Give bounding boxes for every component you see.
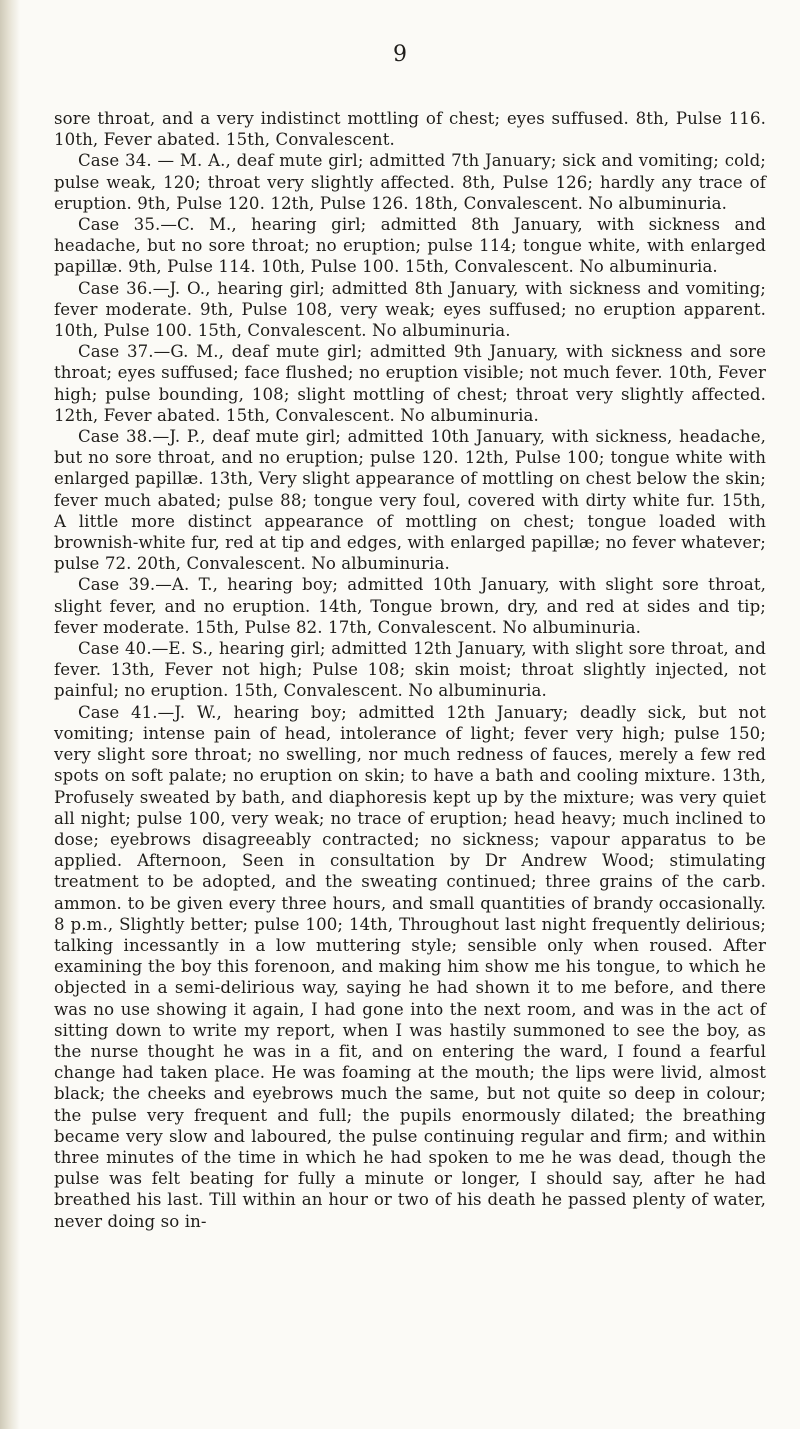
paragraph-case-35: Case 35.—C. M., hearing girl; admitted 8th January, with sickness and headache, but no sore throat; no eruption; pulse 114; tongue white, with enlarged papillæ. 9th, Pulse 114. 10th, Pulse 100. 15th, Convalescent. No albuminuria.: [54, 215, 766, 277]
paragraph-case-38: Case 38.—J. P., deaf mute girl; admitted 10th January, with sickness, headache, but no sore throat, and no eruption; pulse 120. 12th, Pulse 100; tongue white with enlarged papillæ. 13th, Very slight appearance of mottling on chest below the skin; fever much abated; pulse 88; tongue very foul, covered with dirty white fur. 15th, A little more distinct appearance of mottling on chest; tongue loaded with brownish-white fur, red at tip and edges, with enlarged papillæ; no fever whatever; pulse 72. 20th, Convalescent. No albuminuria.: [54, 427, 766, 574]
paragraph-case-40: Case 40.—E. S., hearing girl; admitted 12th January, with slight sore throat, and fever. 13th, Fever not high; Pulse 108; skin moist; throat slightly injected, not painful; no eruption. 15th, Convalescent. No albuminuria.: [54, 639, 766, 701]
binding-edge: [0, 0, 20, 1429]
body-text: [54, 108, 766, 1232]
paragraph-continuation: sore throat, and a very indistinct mottling of chest; eyes suffused. 8th, Pulse 116. 10th, Fever abated. 15th, Convalescent.: [54, 109, 766, 150]
page-number: 9: [393, 42, 407, 67]
paragraph-case-34: Case 34. — M. A., deaf mute girl; admitted 7th January; sick and vomiting; cold; pulse weak, 120; throat very slightly affected. 8th, Pulse 126; hardly any trace of eruption. 9th, Pulse 120. 12th, Pulse 126. 18th, Convalescent. No albuminuria.: [54, 151, 766, 213]
paragraph-case-39: Case 39.—A. T., hearing boy; admitted 10th January, with slight sore throat, slight fever, and no eruption. 14th, Tongue brown, dry, and red at sides and tip; fever moderate. 15th, Pulse 82. 17th, Convalescent. No albuminuria.: [54, 575, 766, 637]
paragraph-case-37: Case 37.—G. M., deaf mute girl; admitted 9th January, with sickness and sore throat; eyes suffused; face flushed; no eruption visible; not much fever. 10th, Fever high; pulse bounding, 108; slight mottling of chest; throat very slightly affected. 12th, Fever abated. 15th, Convalescent. No albuminuria.: [54, 342, 766, 425]
paragraph-case-41: Case 41.—J. W., hearing boy; admitted 12th January; deadly sick, but not vomiting; intense pain of head, intolerance of light; fever very high; pulse 150; very slight sore throat; no swelling, nor much redness of fauces, merely a few red spots on soft palate; no eruption on skin; to have a bath and cooling mixture. 13th, Profusely sweated by bath, and diaphoresis kept up by the mixture; was very quiet all night; pulse 100, very weak; no trace of eruption; head heavy; much inclined to dose; eyebrows disagreeably contracted; no sickness; vapour apparatus to be applied. Afternoon, Seen in consultation by Dr Andrew Wood; stimulating treatment to be adopted, and the sweating continued; three grains of the carb. ammon. to be given every three hours, and small quantities of brandy occasionally. 8 p.m., Slightly better; pulse 100; 14th, Throughout last night frequently delirious; talking incessantly in a low muttering style; sensible only when roused. After examining the boy this forenoon, and making him show me his tongue, to which he objected in a semi-delirious way, saying he had shown it to me before, and there was no use showing it again, I had gone into the next room, and was in the act of sitting down to write my report, when I was hastily summoned to see the boy, as the nurse thought he was in a fit, and on entering the ward, I found a fearful change had taken place. He was foaming at the mouth; the lips were livid, almost black; the cheeks and eyebrows much the same, but not quite so deep in colour; the pulse very frequent and full; the pupils enormously dilated; the breathing became very slow and laboured, the pulse continuing regular and firm; and within three minutes of the time in which he had spoken to me he was dead, though the pulse was felt beating for fully a minute or longer, I should say, after he had breathed his last. Till within an hour or two of his death he passed plenty of water, never doing so in-: [54, 702, 766, 1231]
paragraph-case-36: Case 36.—J. O., hearing girl; admitted 8th January, with sickness and vomiting; fever moderate. 9th, Pulse 108, very weak; eyes suffused; no eruption apparent. 10th, Pulse 100. 15th, Convalescent. No albuminuria.: [54, 278, 766, 341]
